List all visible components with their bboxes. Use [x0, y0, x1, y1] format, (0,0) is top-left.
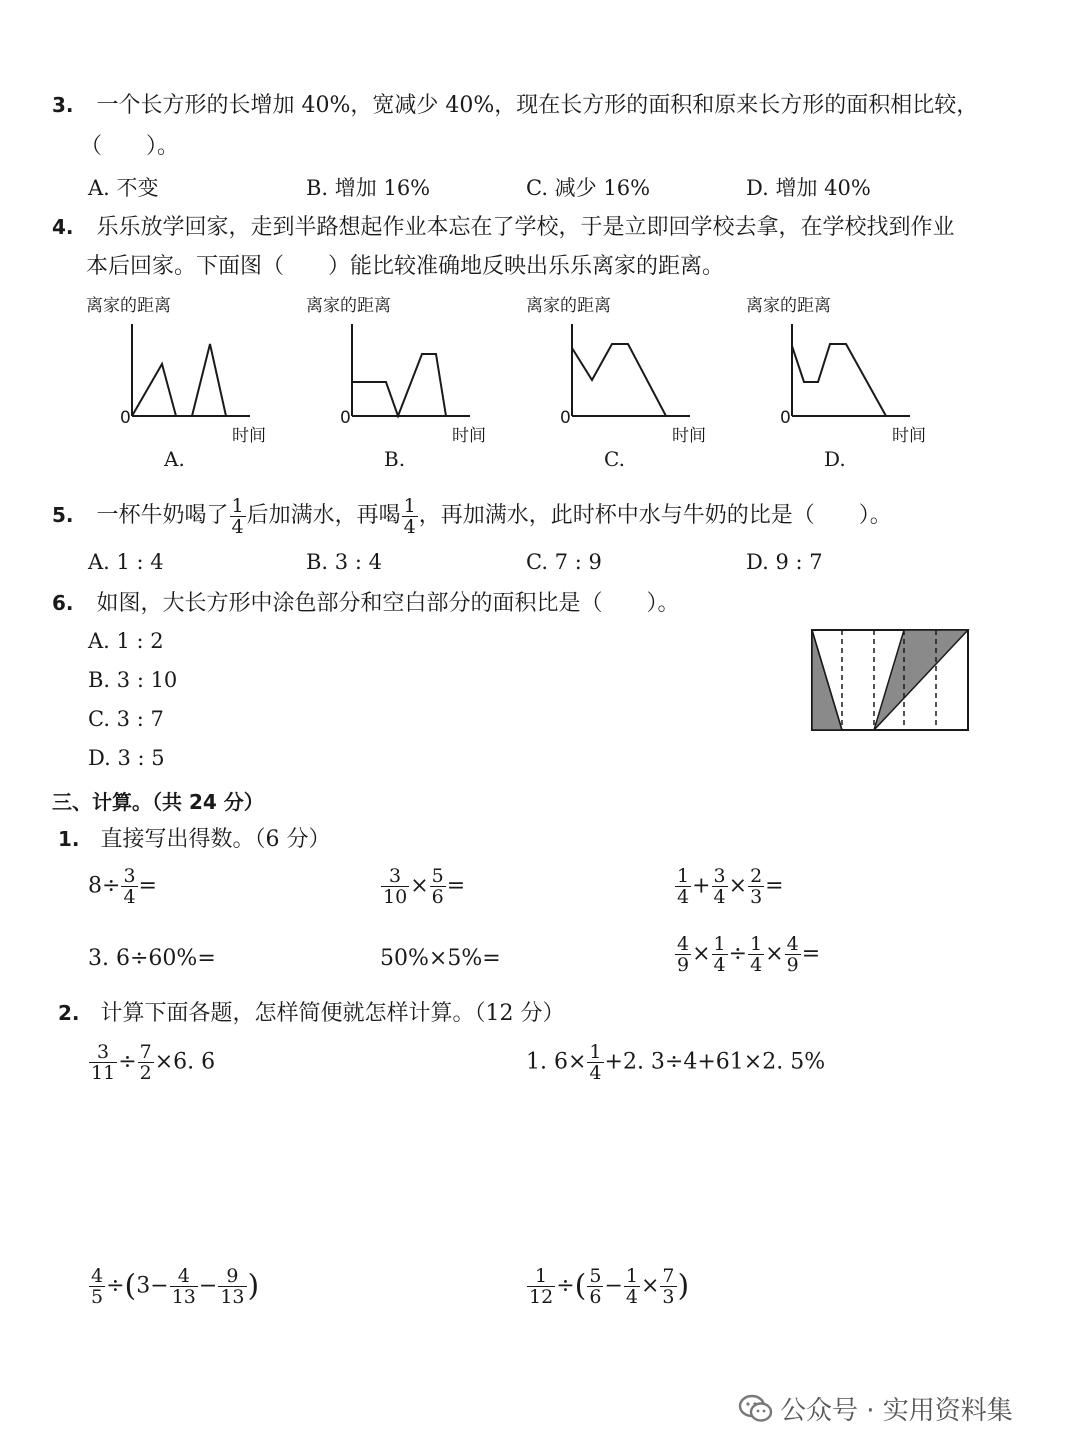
operator: × [728, 873, 748, 899]
right-paren: ) [677, 1268, 690, 1304]
denominator: 6 [589, 1286, 602, 1308]
q6-line [52, 588, 680, 619]
graph-b-label: B. [384, 447, 406, 471]
q5-option-a: A. 1 : 4 [88, 550, 164, 574]
graph-a [110, 316, 280, 426]
q3-option-b: B. 增加 16% [306, 176, 431, 200]
graph-a-xlabel: 时间 [232, 426, 266, 446]
section-title-text: 三、计算。（共 [52, 790, 189, 814]
c2-problem-1 [88, 1042, 215, 1083]
q3-option-d: D. 增加 40% [746, 176, 871, 200]
q6-option-c: C. 3 : 7 [88, 707, 164, 731]
numerator: 1 [625, 1265, 638, 1287]
graph-c-origin: 0 [560, 408, 571, 428]
fraction [712, 934, 728, 975]
expr-text: 3− [136, 1273, 169, 1299]
q4-line1 [52, 212, 955, 243]
q6-option-b: B. 3 : 10 [88, 668, 178, 692]
fraction [121, 866, 137, 907]
q5-text-2: 后加满水，再喝 [246, 503, 401, 528]
c1-line [58, 824, 331, 855]
numerator: 7 [662, 1265, 675, 1287]
denominator: 11 [91, 1062, 116, 1084]
denominator: 12 [529, 1286, 554, 1308]
denominator: 4 [231, 515, 244, 538]
operator: ÷ [556, 1273, 575, 1299]
graph-c-ylabel: 离家的距离 [526, 296, 611, 316]
section-3-title [52, 786, 264, 815]
fraction [138, 1042, 154, 1083]
fraction [660, 1266, 676, 1307]
operator: ÷ [118, 1049, 137, 1075]
equals-sign: = [446, 873, 466, 899]
operator: × [692, 941, 711, 967]
c1-expr-6 [674, 934, 820, 975]
denominator: 9 [786, 954, 799, 976]
watermark-text: 公众号 · 实用资料集 [780, 1396, 1013, 1426]
denominator: 5 [91, 1286, 104, 1308]
denominator: 9 [677, 954, 690, 976]
fraction [230, 496, 246, 537]
numerator: 5 [589, 1265, 602, 1287]
q3-option-c: C. 减少 16% [526, 176, 651, 200]
c2-text: 计算下面各题，怎样简便就怎样计算。（12 分） [100, 1001, 565, 1026]
operator: ÷ [728, 941, 748, 967]
fraction [675, 934, 691, 975]
q3-number: 3. [52, 93, 74, 117]
denominator: 4 [713, 954, 726, 976]
q4-text: 乐乐放学回家，走到半路想起作业本忘在了学校，于是立即回学校去拿，在学校找到作业 [96, 215, 955, 240]
numerator: 1 [403, 494, 416, 517]
c1-expr-5: 50%×5%= [380, 946, 501, 971]
numerator: 7 [139, 1041, 152, 1063]
q6-text: 如图，大长方形中涂色部分和空白部分的面积比是（ ）。 [96, 591, 680, 616]
left-paren: ( [574, 1268, 587, 1304]
denominator: 13 [171, 1286, 196, 1308]
denominator: 2 [139, 1062, 152, 1084]
operator: × [640, 1273, 660, 1299]
graph-a-origin: 0 [120, 408, 131, 428]
operator: − [604, 1273, 623, 1299]
q5-option-b: B. 3 : 4 [306, 550, 382, 574]
graph-d [770, 316, 940, 426]
watermark [738, 1390, 1013, 1427]
fraction [712, 866, 728, 907]
graph-b-xlabel: 时间 [452, 426, 486, 446]
fraction [89, 1042, 117, 1083]
numerator: 3 [381, 866, 409, 887]
numerator: 4 [91, 1265, 104, 1287]
q5-number: 5. [52, 503, 74, 527]
fraction [430, 866, 446, 907]
fraction [785, 934, 801, 975]
denominator: 4 [589, 1062, 602, 1084]
expr-text: +2. 3÷4+61×2. 5% [604, 1049, 826, 1075]
denominator: 4 [403, 515, 416, 538]
q5-line [52, 492, 892, 539]
numerator: 3 [89, 1042, 117, 1063]
numerator: 1 [589, 1041, 602, 1063]
graph-c-label: C. [604, 447, 625, 471]
q4-line2: 本后回家。下面图（ ）能比较准确地反映出乐乐离家的距离。 [86, 254, 725, 279]
equals-sign: = [801, 941, 821, 967]
numerator: 1 [527, 1266, 555, 1287]
fraction [170, 1266, 198, 1307]
c1-expr-1 [88, 866, 157, 907]
denominator: 4 [677, 886, 690, 908]
c2-problem-3 [88, 1266, 259, 1307]
expr-text: 8÷ [88, 873, 121, 899]
graph-d-ylabel: 离家的距离 [746, 296, 831, 316]
q5-text-1: 一杯牛奶喝了 [96, 503, 229, 528]
graph-b-ylabel: 离家的距离 [306, 296, 391, 316]
numerator: 5 [431, 865, 444, 887]
q6-rectangle-figure [810, 628, 972, 734]
numerator: 1 [750, 933, 763, 955]
numerator: 4 [786, 933, 799, 955]
denominator: 4 [713, 886, 726, 908]
c1-expr-2 [380, 866, 465, 907]
numerator: 4 [677, 933, 690, 955]
denominator: 3 [750, 886, 763, 908]
graph-c-xlabel: 时间 [672, 426, 706, 446]
fraction [402, 496, 418, 537]
section-title-suffix: 分） [216, 790, 264, 814]
q5-text-3: ，再加满水，此时杯中水与牛奶的比是（ ）。 [418, 503, 892, 528]
q3-text: 一个长方形的长增加 40%，宽减少 40%，现在长方形的面积和原来长方形的面积相比较， [96, 93, 979, 118]
operator: − [198, 1273, 218, 1299]
q6-option-d: D. 3 : 5 [88, 746, 165, 770]
right-paren: ) [247, 1268, 260, 1304]
denominator: 3 [662, 1286, 675, 1308]
graph-c [550, 316, 720, 426]
q6-number: 6. [52, 591, 74, 615]
numerator: 1 [713, 933, 726, 955]
fraction [218, 1266, 246, 1307]
wechat-icon [738, 1394, 774, 1424]
denominator: 6 [431, 886, 444, 908]
denominator: 10 [383, 886, 408, 908]
numerator: 3 [123, 865, 136, 887]
graph-d-label: D. [824, 447, 846, 471]
fraction [748, 934, 764, 975]
c1-number: 1. [58, 827, 80, 851]
graph-a-label: A. [164, 447, 185, 471]
graph-a-ylabel: 离家的距离 [86, 296, 171, 316]
fraction [675, 866, 691, 907]
numerator: 4 [170, 1266, 198, 1287]
c1-expr-4: 3. 6÷60%= [88, 946, 216, 971]
denominator: 13 [220, 1286, 245, 1308]
equals-sign: = [765, 873, 784, 899]
c2-line [58, 998, 565, 1029]
graph-d-origin: 0 [780, 408, 791, 428]
section-score: 24 [188, 790, 217, 814]
operator: + [692, 873, 711, 899]
numerator: 3 [713, 865, 726, 887]
c1-text: 直接写出得数。（6 分） [100, 827, 331, 852]
q3-option-a: A. 不变 [88, 176, 159, 200]
expr-text: ×6. 6 [154, 1049, 216, 1075]
q3-line1 [52, 90, 978, 121]
q5-option-d: D. 9 : 7 [746, 550, 823, 574]
expr-text: 1. 6× [526, 1049, 587, 1075]
numerator: 9 [218, 1266, 246, 1287]
fraction [587, 1042, 603, 1083]
fraction [624, 1266, 640, 1307]
denominator: 4 [625, 1286, 638, 1308]
fraction [527, 1266, 555, 1307]
graph-b-origin: 0 [340, 408, 351, 428]
c2-number: 2. [58, 1001, 80, 1025]
numerator: 1 [677, 865, 690, 887]
fraction [748, 866, 764, 907]
q5-option-c: C. 7 : 9 [526, 550, 602, 574]
q3-line2: （ ）。 [80, 134, 180, 159]
equals-sign: = [138, 873, 157, 899]
operator: × [410, 873, 429, 899]
c1-expr-3 [674, 866, 784, 907]
q6-option-a: A. 1 : 2 [88, 629, 164, 653]
graph-b [330, 316, 500, 426]
fraction [587, 1266, 603, 1307]
numerator: 1 [231, 494, 244, 517]
denominator: 4 [750, 954, 763, 976]
c2-problem-4 [526, 1266, 689, 1307]
q4-number: 4. [52, 215, 74, 239]
c2-problem-2 [526, 1042, 825, 1083]
fraction [89, 1266, 105, 1307]
fraction [381, 866, 409, 907]
denominator: 4 [123, 886, 136, 908]
numerator: 2 [750, 865, 763, 887]
operator: ÷ [106, 1273, 125, 1299]
graph-d-xlabel: 时间 [892, 426, 926, 446]
left-paren: ( [124, 1268, 137, 1304]
operator: × [765, 941, 784, 967]
